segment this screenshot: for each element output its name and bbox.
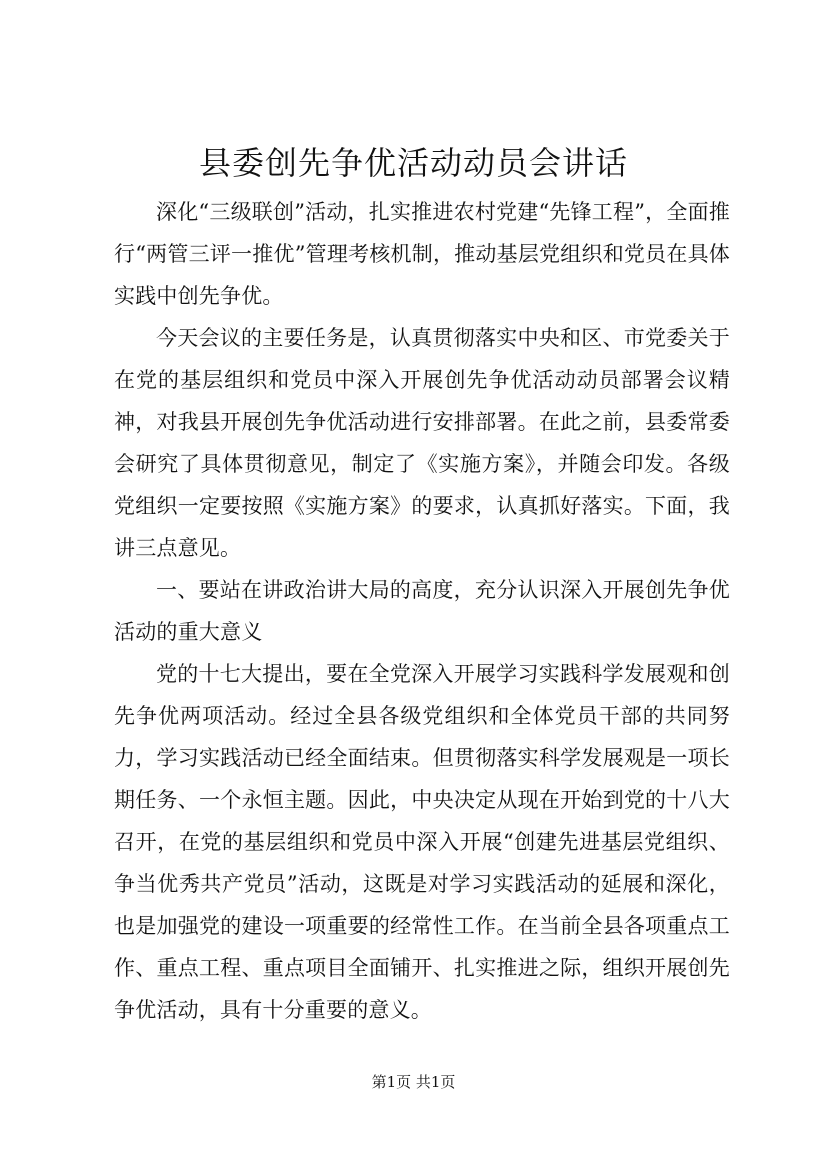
page-number-footer: 第1页 共1页 — [371, 1073, 456, 1091]
paragraph-meeting-task: 今天会议的主要任务是，认真贯彻落实中央和区、市党委关于在党的基层组织和党员中深入开展创先争优活动动员部署会议精神，对我县开展创先争优活动进行安排部署。在此之前，县委常委会研究了具体贯彻意见，制定了《实施方案》，并随会印发。各级党组织一定要按照《实施方案》的要求，认真抓好落实。下面，我讲三点意见。 — [114, 326, 730, 560]
paragraph-intro: 深化“三级联创”活动，扎实推进农村党建“先锋工程”，全面推行“两管三评一推优”管理考核机制，推动基层党组织和党员在具体实践中创先争优。 — [114, 200, 730, 308]
document-title: 县委创先争优活动动员会讲话 — [198, 144, 628, 182]
document-body — [114, 191, 730, 1031]
paragraph-significance: 党的十七大提出，要在全党深入开展学习实践科学发展观和创先争优两项活动。经过全县各级党组织和全体党员干部的共同努力，学习实践活动已经全面结束。但贯彻落实科学发展观是一项长期任务、一个永恒主题。因此，中央决定从现在开始到党的十八大召开，在党的基层组织和党员中深入开展“创建先进基层党组织、争当优秀共产党员”活动，这既是对学习实践活动的延展和深化，也是加强党的建设一项重要的经常性工作。在当前全县各项重点工作、重点工程、重点项目全面铺开、扎实推进之际，组织开展创先争优活动，具有十分重要的意义。 — [114, 662, 730, 1022]
section-heading-1: 一、要站在讲政治讲大局的高度，充分认识深入开展创先争优活动的重大意义 — [114, 578, 730, 644]
